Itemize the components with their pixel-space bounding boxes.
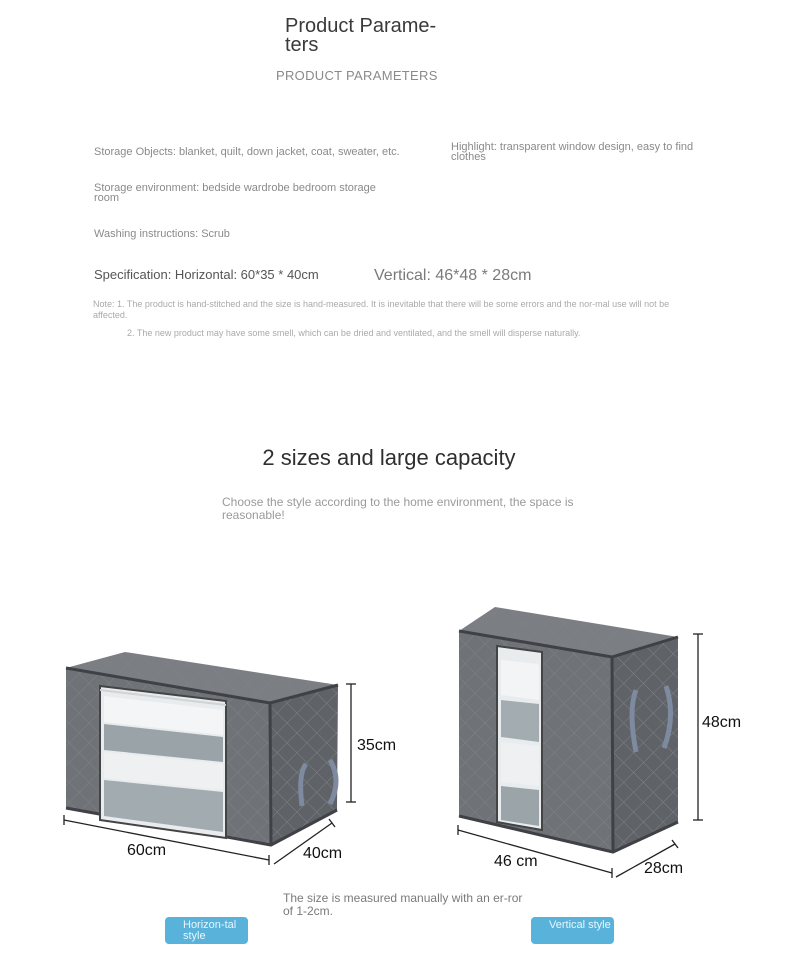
capacity-heading: 2 sizes and large capacity [262, 445, 516, 470]
param-storage-environment: Storage environment: bedside wardrobe bedroom storage room [94, 182, 376, 204]
horizontal-bag-image [66, 652, 338, 845]
vertical-height-label: 48cm [702, 714, 742, 731]
vertical-depth-label: 28cm [644, 860, 684, 877]
page-title: Product Parame-ters [285, 15, 437, 56]
horizontal-depth-label: 40cm [303, 845, 343, 862]
vertical-width-label: 46 cm [494, 853, 538, 870]
product-illustration [0, 590, 790, 890]
vertical-bag-image [459, 607, 678, 852]
measurement-caption: The size is measured manually with an er-ror of 1-2cm. [283, 891, 523, 918]
horizontal-style-label: Horizon-tal style [165, 917, 248, 944]
page-subtitle: PRODUCT PARAMETERS [276, 68, 438, 83]
param-storage-objects: Storage Objects: blanket, quilt, down jacket, coat, sweater, etc. [94, 146, 400, 158]
horizontal-width-label: 60cm [127, 842, 167, 859]
param-highlight: Highlight: transparent window design, easy to find clothes [451, 141, 694, 163]
param-washing: Washing instructions: Scrub [94, 228, 230, 240]
note-1: Note: 1. The product is hand-stitched and the size is hand-measured. It is inevitable that there will be some errors and the nor-mal use will not be affected. [93, 299, 670, 320]
note-2: 2. The new product may have some smell, which can be dried and ventilated, and the smell will disperse naturally. [127, 328, 581, 338]
param-vertical: Vertical: 46*48 * 28cm [374, 267, 532, 284]
horizontal-height-label: 35cm [357, 737, 397, 754]
param-specification: Specification: Horizontal: 60*35 * 40cm [94, 267, 319, 282]
vertical-style-label: Vertical style [531, 917, 614, 944]
capacity-description: Choose the style according to the home environment, the space is reasonable! [222, 495, 574, 522]
